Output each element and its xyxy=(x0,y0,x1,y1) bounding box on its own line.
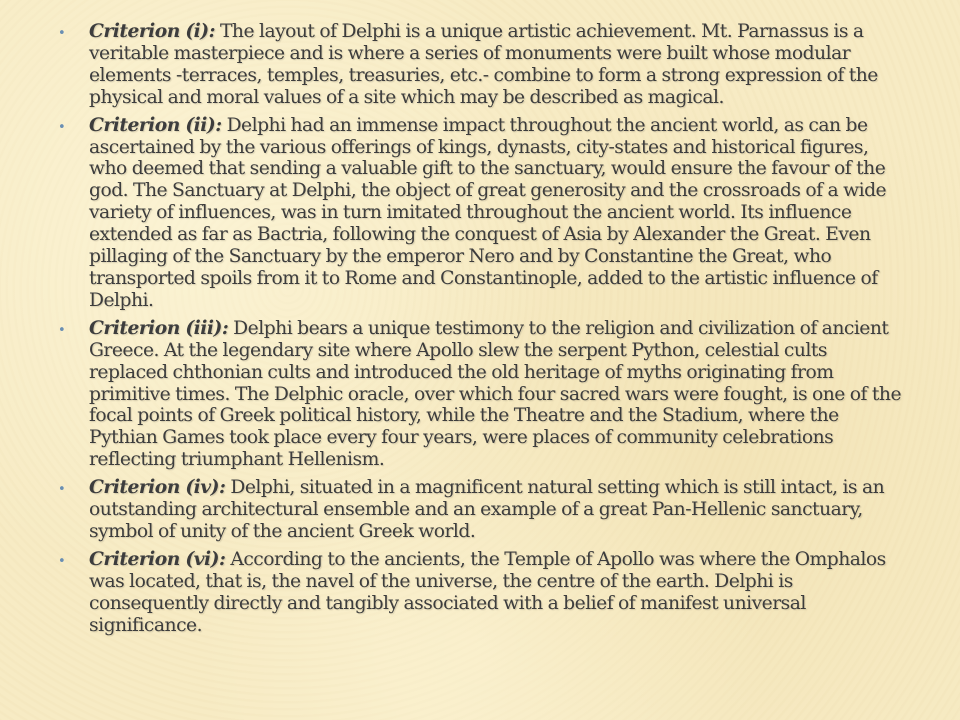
criterion-ii-item xyxy=(58,115,908,312)
criterion-iv-item xyxy=(58,477,908,543)
criterion-text: Delphi, situated in a magnificent natural setting which is still intact, is an outstanding architectural ensemble and an example of a great Pan-Hellenic sanctuary, symbol of unity of the ancient Greek world. xyxy=(89,477,885,542)
criterion-text: Delphi had an immense impact throughout the ancient world, as can be ascertained by the various offerings of kings, dynasts, city-states and historical figures, who deemed that sending a valuable gift to the sanctuary, would ensure the favour of the god. The Sanctuary at Delphi, the object of great generosity and the crossroads of a wide variety of influences, was in turn imitated throughout the ancient world. Its influence extended as far as Bactria, following the conquest of Asia by Alexander the Great. Even pillaging of the Sanctuary by the emperor Nero and by Constantine the Great, who transported spoils from it to Rome and Constantinople, added to the artistic influence of Delphi. xyxy=(89,114,887,311)
bullet-icon: • xyxy=(58,553,66,569)
criterion-label: Criterion (iii): xyxy=(89,316,229,339)
criterion-label: Criterion (iv): xyxy=(89,476,226,499)
bullet-icon: • xyxy=(58,482,66,498)
criterion-vi-item xyxy=(58,549,908,637)
criterion-label: Criterion (i): xyxy=(89,20,216,42)
criterion-text: The layout of Delphi is a unique artistic achievement. Mt. Parnassus is a veritable masterpiece and is where a series of monuments were built whose modular elements -terraces, temples, treasuries, etc.- combine to form a strong expression of the physical and moral values of a site which may be described as magical. xyxy=(89,21,878,108)
criterion-text: According to the ancients, the Temple of Apollo was where the Omphalos was located, that is, the navel of the universe, the centre of the earth. Delphi is consequently directly and tangibly associated with a belief of manifest universal significance. xyxy=(89,548,886,636)
bullet-icon: • xyxy=(58,322,66,338)
criterion-text: Delphi bears a unique testimony to the religion and civilization of ancient Greece. At the legendary site where Apollo slew the serpent Python, celestial cults replaced chthonian cults and introduced the old heritage of myths originating from primitive times. The Delphic oracle, over which four sacred wars were fought, is one of the focal points of Greek political history, while the Theatre and the Stadium, where the Pythian Games took place every four years, were places of community celebrations reflecting triumphant Hellenism. xyxy=(89,317,901,471)
criterion-label: Criterion (vi): xyxy=(89,547,226,570)
criterion-iii-item xyxy=(58,318,908,471)
criterion-i-item xyxy=(58,21,908,109)
criterion-label: Criterion (ii): xyxy=(89,113,222,136)
bullet-icon: • xyxy=(58,26,66,41)
bullet-icon: • xyxy=(58,119,66,135)
criteria-list xyxy=(58,21,908,642)
